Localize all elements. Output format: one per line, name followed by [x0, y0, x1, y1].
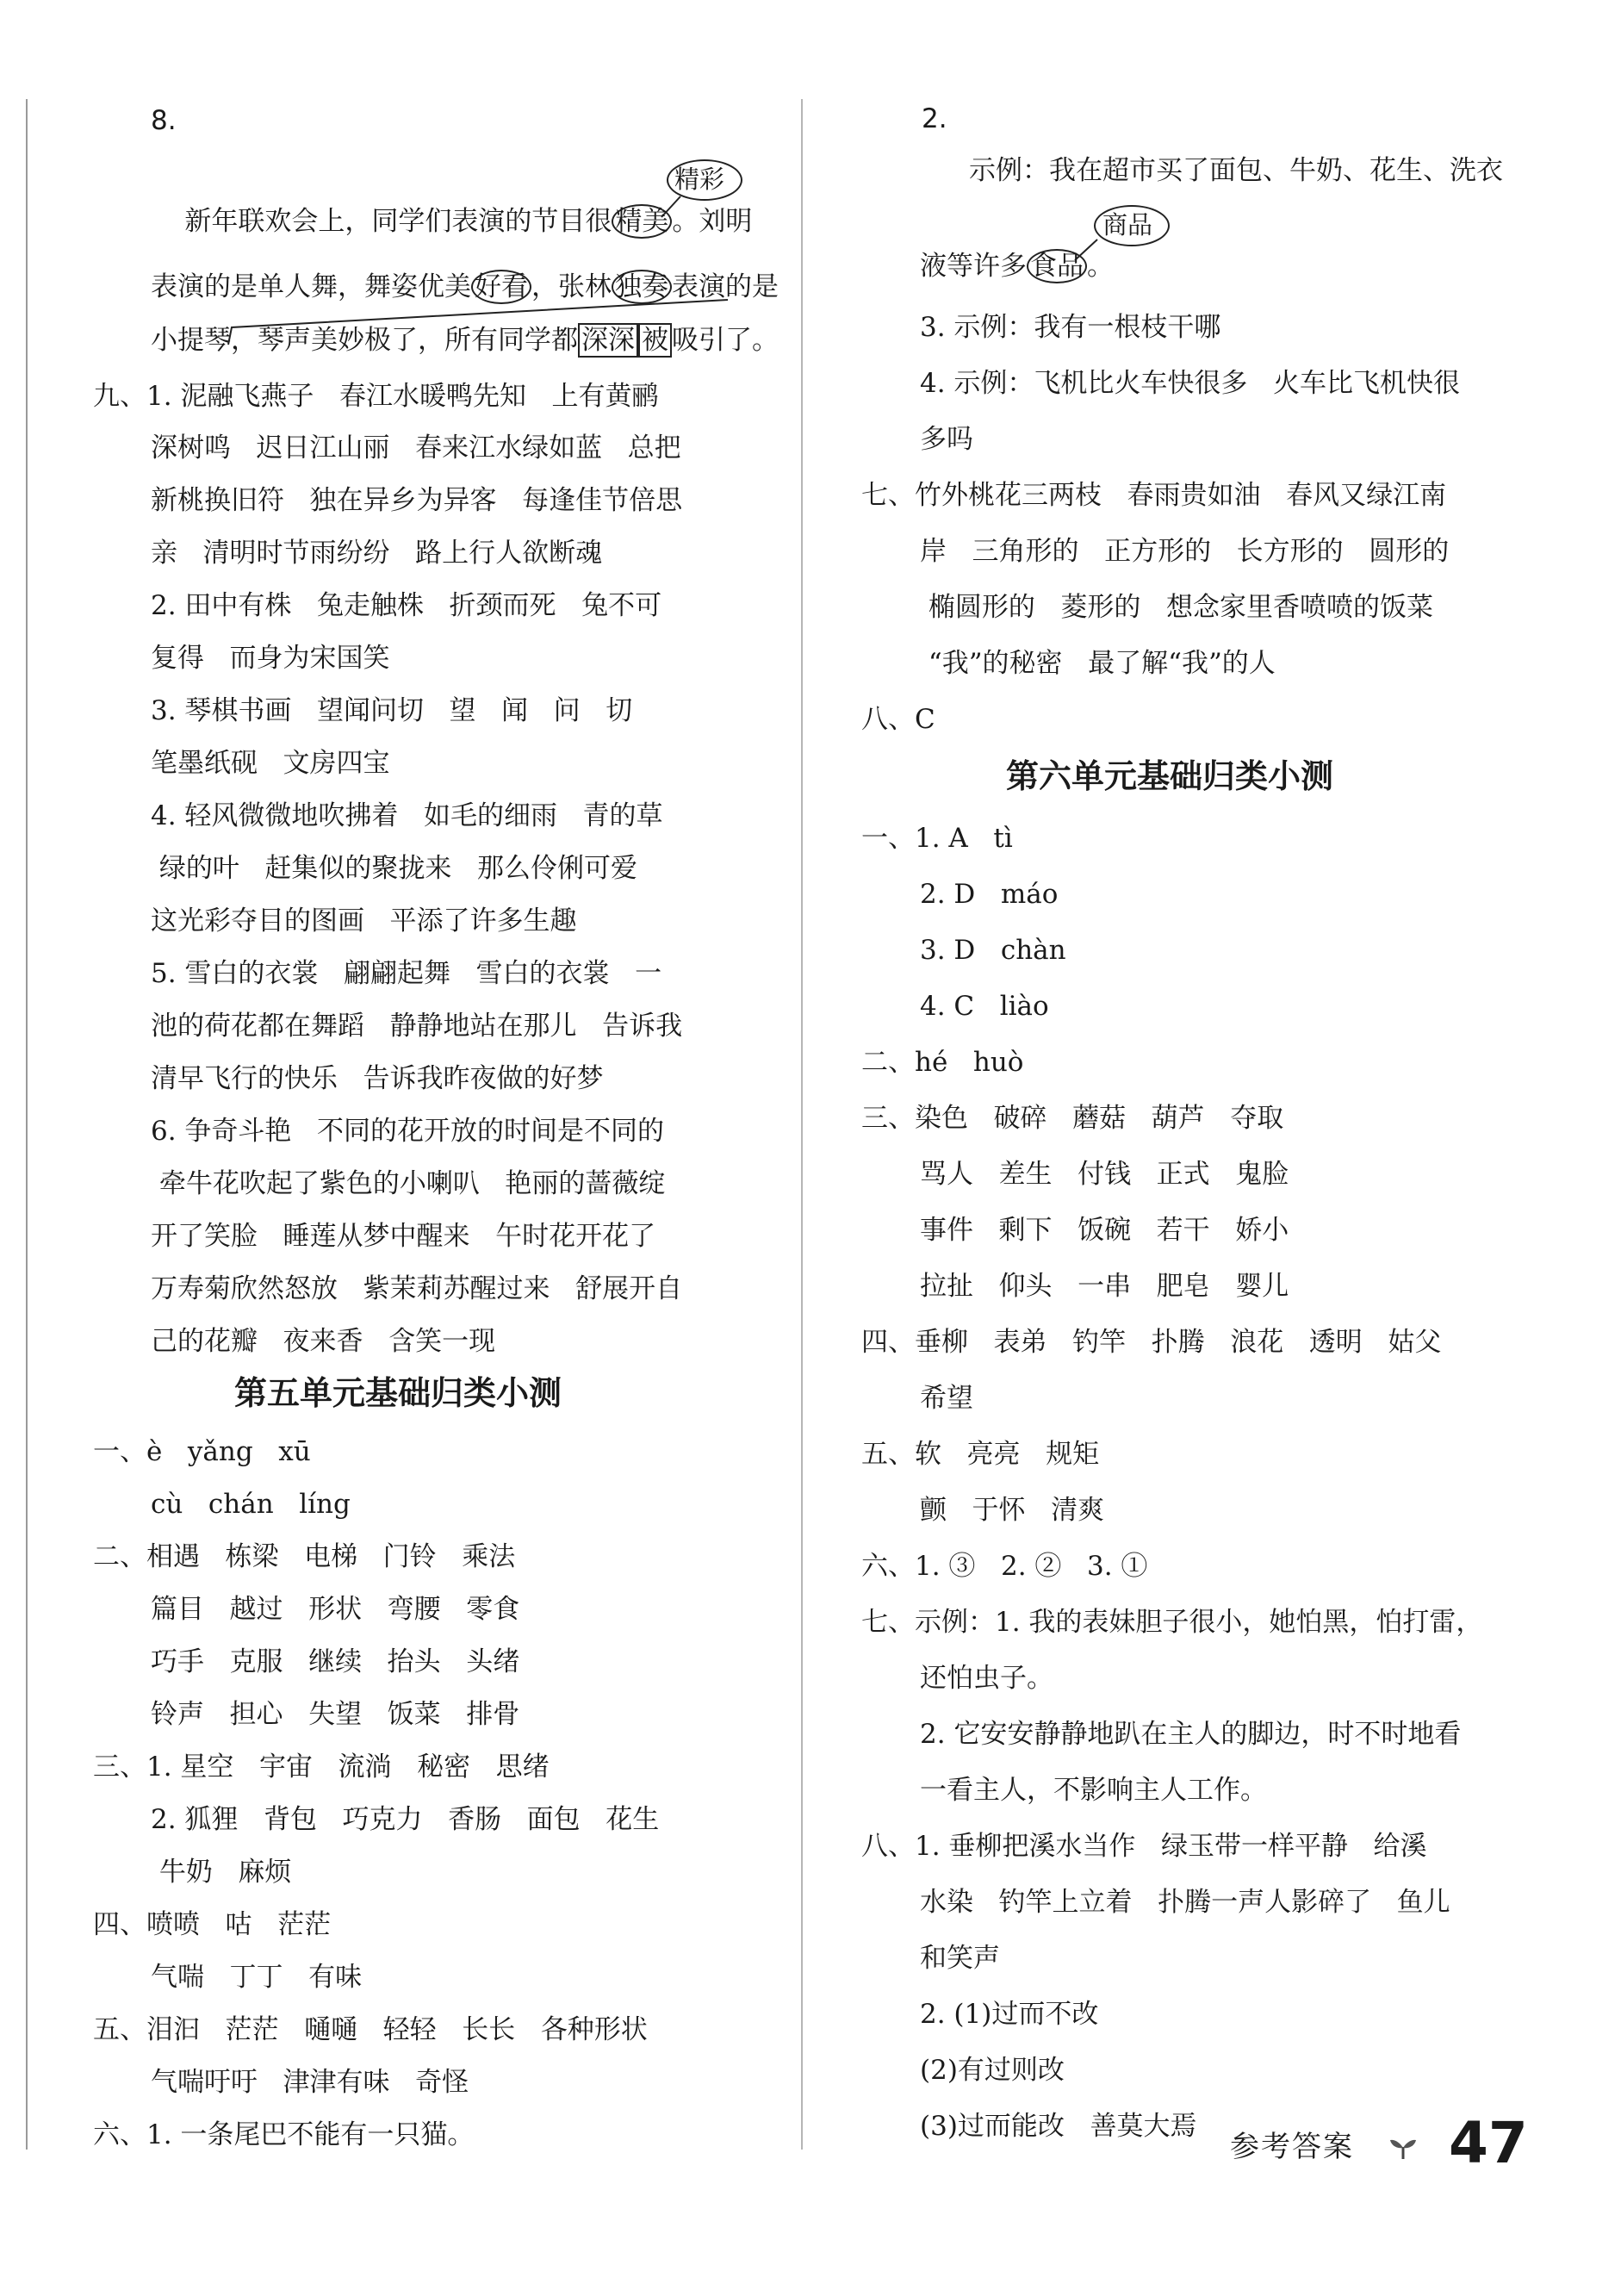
- boxed-word: 深深: [578, 323, 638, 358]
- text-line: 2. 狐狸 背包 巧克力 香肠 面包 花生: [151, 1804, 660, 1835]
- text-line: 九、1. 泥融飞燕子 春江水暖鸭先知 上有黄鹂: [93, 381, 659, 412]
- text-line: 篇目 越过 形状 弯腰 零食: [151, 1594, 520, 1625]
- text-line: 五、泪汩 茫茫 嗵嗵 轻轻 长长 各种形状: [93, 2014, 648, 2045]
- text-line: 一、1. A tì: [861, 823, 1013, 854]
- text-line: (2)有过则改: [920, 2055, 1065, 2086]
- text-line: 2. 田中有株 兔走触株 折颈而死 兔不可: [151, 590, 662, 621]
- text-line: 深树鸣 迟日江山丽 春来江水绿如蓝 总把: [151, 432, 681, 464]
- item-number: 8.: [151, 105, 177, 136]
- text-line: 己的花瓣 夜来香 含笑一现: [151, 1326, 496, 1357]
- text-line: 三、1. 星空 宇宙 流淌 秘密 思绪: [93, 1752, 550, 1783]
- text-line: 2. 它安安静静地趴在主人的脚边，时不时地看: [920, 1719, 1462, 1750]
- circled-word: 好看: [471, 270, 531, 304]
- move-mark-line: [220, 293, 736, 353]
- text-line: 四、喷喷 咕 茫茫: [93, 1909, 332, 1940]
- text-line: 小提琴，琴声美妙极了，所有同学都 深深 被 吸引了。: [151, 325, 779, 356]
- sprout-icon: [1388, 2135, 1418, 2161]
- circled-word: 食品: [1027, 249, 1087, 283]
- item-number: 2.: [922, 103, 947, 134]
- circled-word: 精美: [612, 204, 672, 239]
- section-heading-unit5: 第五单元基础归类小测: [234, 1374, 562, 1412]
- section-heading-unit6: 第六单元基础归类小测: [1006, 757, 1334, 795]
- text-line: 还怕虫子。: [920, 1663, 1053, 1694]
- text-line: cù chán líng: [151, 1489, 351, 1520]
- text-line: 清早飞行的快乐 告诉我昨夜做的好梦: [151, 1063, 604, 1094]
- text-line: 绿的叶 赶集似的聚拢来 那么伶俐可爱: [151, 853, 637, 884]
- text-line: 六、1. ③ 2. ② 3. ①: [861, 1551, 1148, 1582]
- text-line: 气喘吁吁 津津有味 奇怪: [151, 2067, 469, 2098]
- text-line: 示例：我在超市买了面包、牛奶、花生、洗衣: [969, 155, 1503, 186]
- text-line: 5. 雪白的衣裳 翩翩起舞 雪白的衣裳 一: [151, 958, 662, 989]
- text-line: 四、垂柳 表弟 钓竿 扑腾 浪花 透明 姑父: [861, 1327, 1442, 1358]
- text-line: 骂人 差生 付钱 正式 鬼脸: [920, 1159, 1289, 1190]
- text-line: 池的荷花都在舞蹈 静静地站在那儿 告诉我: [151, 1011, 683, 1042]
- text-line: 3. 琴棋书画 望闻问切 望 闻 问 切: [151, 695, 633, 726]
- text-line: 笔墨纸砚 文房四宝: [151, 748, 390, 779]
- circled-word: 独奏: [612, 270, 672, 304]
- annotation-circle: [1094, 205, 1170, 246]
- column-divider: [801, 99, 803, 2150]
- footer-label: 参考答案: [1230, 2130, 1354, 2164]
- text-line: 新桃换旧符 独在异乡为异客 每逢佳节倍思: [151, 485, 683, 516]
- text-line: 万寿菊欣然怒放 紫茉莉苏醒过来 舒展开自: [151, 1273, 683, 1304]
- text-line: 拉扯 仰头 一串 肥皂 婴儿: [920, 1271, 1289, 1302]
- text-line: 八、1. 垂柳把溪水当作 绿玉带一样平静 给溪: [861, 1831, 1427, 1862]
- text-line: 岸 三角形的 正方形的 长方形的 圆形的: [920, 536, 1450, 567]
- text-line: 液等许多 食品 。: [920, 251, 1114, 282]
- text-line: “我”的秘密 最了解“我”的人: [920, 648, 1276, 679]
- text-line: 复得 而身为宋国笑: [151, 643, 390, 674]
- text-line: 6. 争奇斗艳 不同的花开放的时间是不同的: [151, 1116, 664, 1147]
- text-line: 4. 轻风微微地吹拂着 如毛的细雨 青的草: [151, 800, 663, 831]
- text-line: 五、软 亮亮 规矩: [861, 1439, 1100, 1470]
- text-line: 4. 示例：飞机比火车快很多 火车比飞机快很: [920, 368, 1460, 399]
- page-number: 47: [1449, 2110, 1528, 2176]
- text-line: 和笑声: [920, 1943, 1000, 1974]
- text-line: 2. (1)过而不改: [920, 1999, 1099, 2030]
- text-line: 牛奶 麻烦: [151, 1857, 292, 1888]
- text-line: 颤 于怀 清爽: [920, 1495, 1105, 1526]
- text-line: 三、染色 破碎 蘑菇 葫芦 夺取: [861, 1103, 1284, 1134]
- text-line: 七、竹外桃花三两枝 春雨贵如油 春风又绿江南: [861, 480, 1447, 511]
- text-line: 表演的是单人舞，舞姿优美 好看 ，张林 独奏 表演的是: [151, 271, 779, 302]
- text-line: 多吗: [920, 424, 973, 455]
- text-line: 牵牛花吹起了紫色的小喇叭 艳丽的蔷薇绽: [151, 1168, 666, 1199]
- text-line: 气喘 丁丁 有味: [151, 1962, 363, 1993]
- text-line: 六、1. 一条尾巴不能有一只猫。: [93, 2119, 475, 2150]
- left-margin-rule: [26, 99, 28, 2150]
- text-line: 巧手 克服 继续 抬头 头绪: [151, 1646, 520, 1677]
- text-line: 八、C: [861, 704, 935, 735]
- text-line: 一、è yǎng xū: [93, 1436, 311, 1467]
- text-line: 椭圆形的 菱形的 想念家里香喷喷的饭菜: [920, 592, 1433, 623]
- text-line: 七、示例：1. 我的表妹胆子很小，她怕黑，怕打雷，: [861, 1607, 1483, 1638]
- text-line: 二、hé huò: [861, 1047, 1024, 1078]
- text-line: 3. D chàn: [920, 935, 1066, 966]
- text-line: (3)过而能改 善莫大焉: [920, 2111, 1197, 2142]
- text-line: 一看主人，不影响主人工作。: [920, 1775, 1267, 1806]
- text-line: 这光彩夺目的图画 平添了许多生趣: [151, 905, 577, 936]
- text-line: 水染 钓竿上立着 扑腾一声人影碎了 鱼儿: [920, 1887, 1450, 1918]
- boxed-word: 被: [638, 323, 672, 358]
- text-line: 希望: [920, 1383, 973, 1414]
- text-line: 二、相遇 栋梁 电梯 门铃 乘法: [93, 1541, 516, 1572]
- text-line: 新年联欢会上，同学们表演的节目很 精美 。刘明: [151, 206, 753, 237]
- text-line: 开了笑脸 睡莲从梦中醒来 午时花开花了: [151, 1221, 656, 1252]
- text-line: 3. 示例：我有一根枝干哪: [920, 312, 1221, 343]
- text-line: 2. D máo: [920, 879, 1059, 910]
- annotation-correction: 精彩: [674, 165, 725, 194]
- text-line: 4. C liào: [920, 991, 1049, 1022]
- text-line: 铃声 担心 失望 饭菜 排骨: [151, 1699, 520, 1730]
- text-line: 事件 剩下 饭碗 若干 娇小: [920, 1215, 1289, 1246]
- annotation-correction: 商品: [1102, 210, 1153, 240]
- text-line: 亲 清明时节雨纷纷 路上行人欲断魂: [151, 538, 603, 569]
